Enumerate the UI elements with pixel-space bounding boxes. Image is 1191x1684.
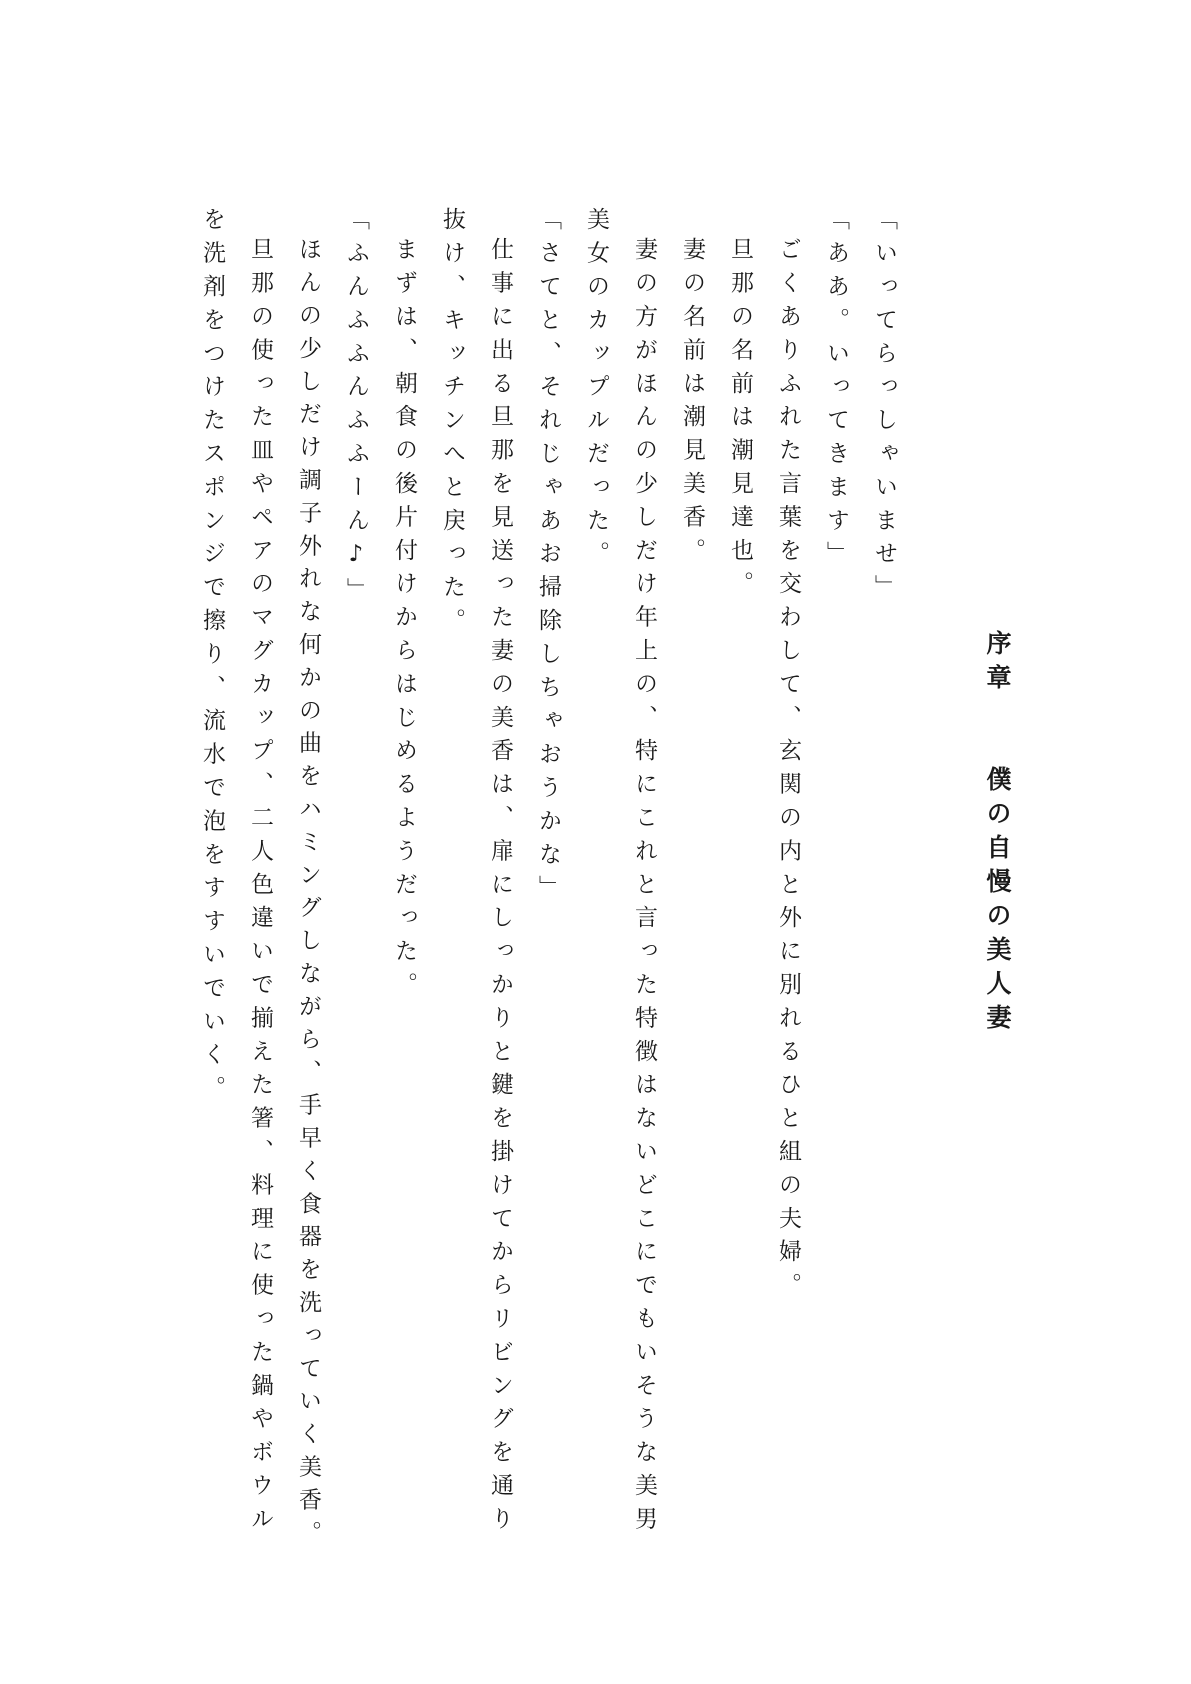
chapter-title: 序章 僕の自慢の美人妻 bbox=[983, 630, 1012, 1038]
text-column: を洗剤をつけたスポンジで擦り、流水で泡をすすいでいく。 bbox=[199, 207, 225, 1109]
text-column: 旦那の使った皿やペアのマグカップ、二人色違いで揃えた箸、料理に使った鍋やボウル bbox=[247, 237, 273, 1540]
text-column: 旦那の名前は潮見達也。 bbox=[727, 237, 753, 605]
text-column: 仕事に出る旦那を見送った妻の美香は、扉にしっかりと鍵を掛けてからリビングを通り bbox=[487, 237, 513, 1540]
text-column: 「ふんふふんふふーん♪」 bbox=[343, 207, 369, 611]
text-column: 「さてと、それじゃあお掃除しちゃおうかな」 bbox=[535, 207, 561, 909]
text-column: ごくありふれた言葉を交わして、玄関の内と外に別れるひと組の夫婦。 bbox=[775, 237, 801, 1306]
text-column: 美女のカップルだった。 bbox=[583, 207, 609, 575]
text-column: 「ああ。いってきます」 bbox=[823, 207, 849, 575]
text-column: 「いってらっしゃいませ」 bbox=[871, 207, 897, 608]
text-column: 妻の名前は潮見美香。 bbox=[679, 237, 705, 571]
text-column: まずは、朝食の後片付けからはじめるようだった。 bbox=[391, 237, 417, 1006]
text-column: 抜け、キッチンへと戻った。 bbox=[439, 207, 465, 642]
text-column: ほんの少しだけ調子外れな何かの曲をハミングしながら、手早く食器を洗っていく美香。 bbox=[295, 237, 321, 1553]
text-column: 妻の方がほんの少しだけ年上の、特にこれと言った特徴はないどこにでもいそうな美男 bbox=[631, 237, 657, 1540]
